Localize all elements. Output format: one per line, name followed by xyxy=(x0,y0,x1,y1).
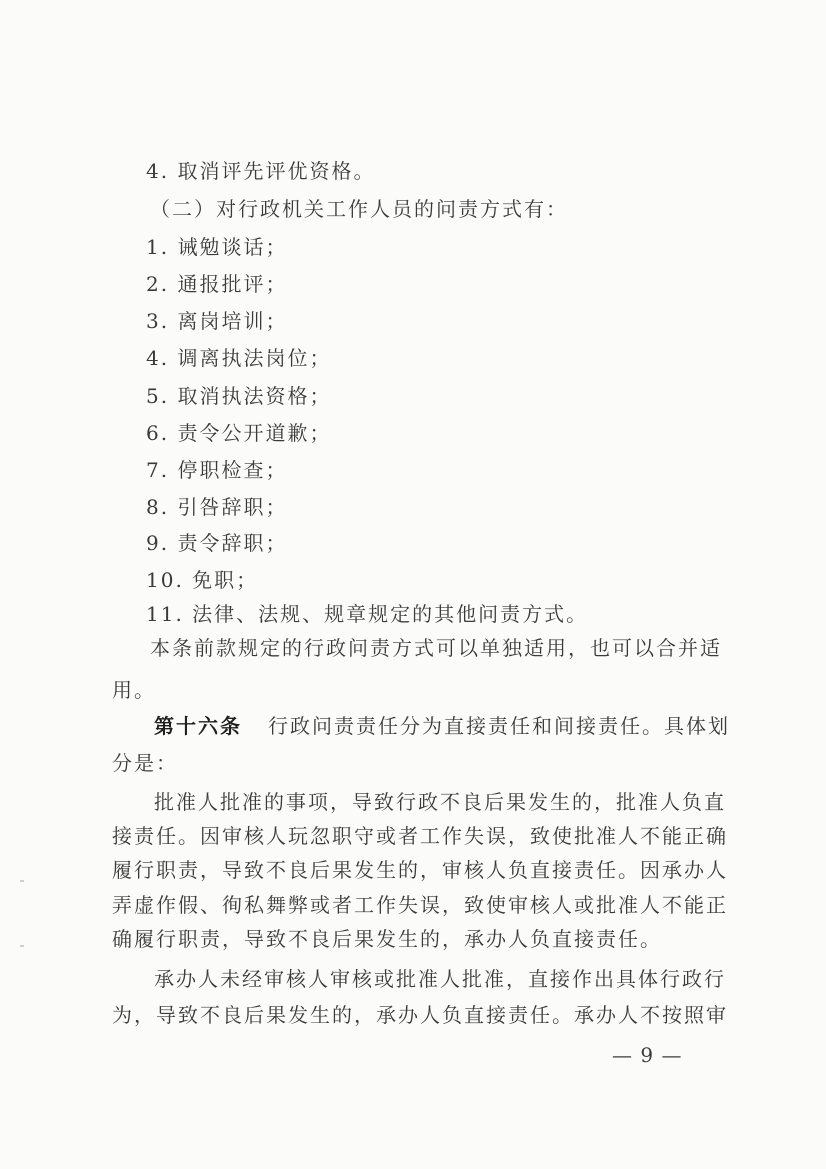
article-heading: 第十六条 xyxy=(154,714,242,738)
list-item: 3. 离岗培训； xyxy=(146,309,288,333)
paragraph-line: 批准人批准的事项，导致行政不良后果发生的，批准人负直 xyxy=(154,790,726,814)
list-item: 8. 引咎辞职； xyxy=(146,495,288,519)
paragraph-line: 为，导致不良后果发生的，承办人负直接责任。承办人不按照审 xyxy=(112,1003,728,1027)
page-number: — 9 — xyxy=(612,1043,683,1067)
list-item: 6. 责令公开道歉； xyxy=(146,421,332,445)
scan-speck xyxy=(20,945,24,947)
list-item: 1. 诫勉谈话； xyxy=(146,235,288,259)
list-item: 4. 调离执法岗位； xyxy=(146,346,332,370)
paragraph-line: 用。 xyxy=(112,678,156,702)
list-item: 11. 法律、法规、规章规定的其他问责方式。 xyxy=(146,602,589,626)
paragraph-line: 分是： xyxy=(112,751,178,775)
article-text: 行政问责责任分为直接责任和间接责任。具体划 xyxy=(268,714,730,738)
paragraph-line: 确履行职责，导致不良后果发生的，承办人负直接责任。 xyxy=(112,927,662,951)
paragraph-line: 承办人未经审核人审核或批准人批准，直接作出具体行政行 xyxy=(154,967,726,991)
paragraph-line: 弄虚作假、徇私舞弊或者工作失误，致使审核人或批准人不能正 xyxy=(112,893,728,917)
list-item: 4. 取消评先评优资格。 xyxy=(146,159,376,183)
section-heading: （二）对行政机关工作人员的问责方式有： xyxy=(150,197,568,221)
list-item: 5. 取消执法资格； xyxy=(146,384,332,408)
list-item: 9. 责令辞职； xyxy=(146,531,288,555)
paragraph-line: 接责任。因审核人玩忽职守或者工作失误，致使批准人不能正确 xyxy=(112,824,728,848)
list-item: 2. 通报批评； xyxy=(146,272,288,296)
paragraph-line: 履行职责，导致不良后果发生的，审核人负直接责任。因承办人 xyxy=(112,858,728,882)
article-16-line xyxy=(154,714,730,738)
list-item: 7. 停职检查； xyxy=(146,458,288,482)
paragraph-line: 本条前款规定的行政问责方式可以单独适用，也可以合并适 xyxy=(150,636,722,660)
scan-speck xyxy=(20,880,24,882)
list-item: 10. 免职； xyxy=(146,568,259,592)
